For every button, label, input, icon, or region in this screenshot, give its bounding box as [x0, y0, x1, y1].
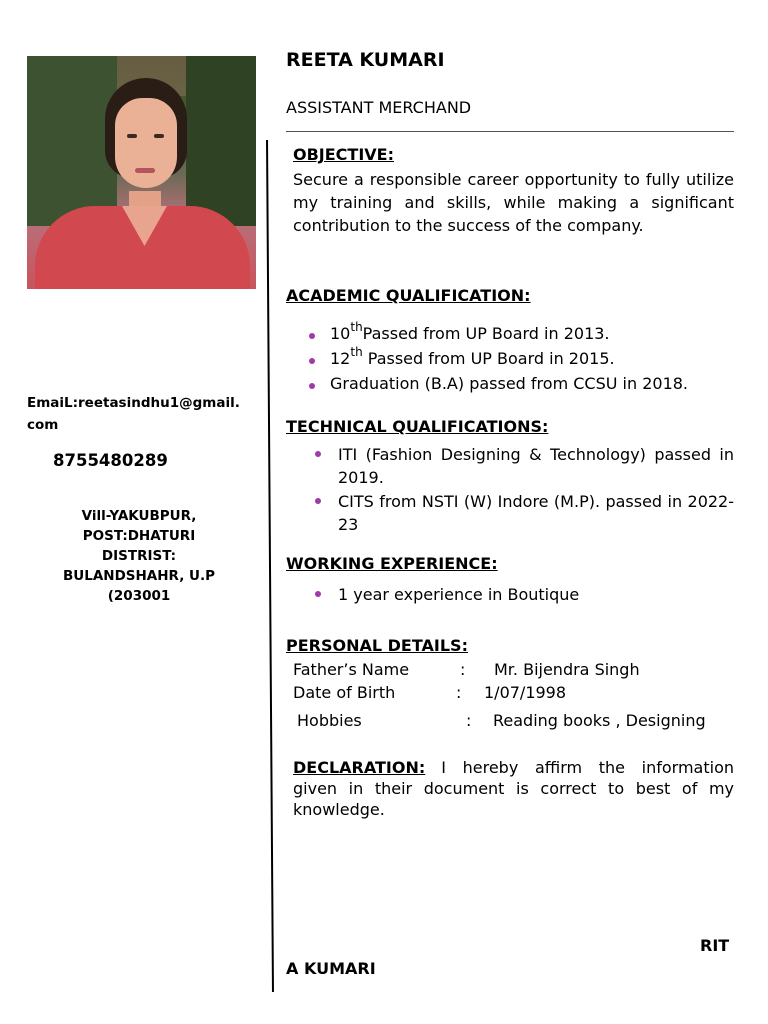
profile-photo: [27, 56, 256, 289]
academic-heading: ACADEMIC QUALIFICATION:: [286, 286, 531, 305]
detail-label: Date of Birth: [293, 683, 396, 702]
list-item: CITS from NSTI (W) Indore (M.P). passed in 2022-23: [314, 490, 734, 536]
experience-heading: WORKING EXPERIENCE:: [286, 554, 498, 573]
address-line: BULANDSHAHR, U.P: [62, 568, 216, 584]
list-item: Graduation (B.A) passed from CCSU in 2018.: [308, 372, 738, 395]
address-line: Vill-YAKUBPUR,: [81, 508, 197, 524]
technical-list: [314, 443, 734, 537]
list-item: ITI (Fashion Designing & Technology) passed in 2019.: [314, 443, 734, 489]
address-block: [35, 506, 243, 606]
header-divider: [286, 131, 734, 132]
vertical-divider: [266, 140, 274, 992]
objective-heading: OBJECTIVE:: [293, 145, 394, 164]
academic-list: [308, 322, 738, 397]
objective-text: Secure a responsible career opportunity to fully utilize my training and skills, while making a significant contribution to the success of the company.: [293, 170, 734, 235]
list-item: 10thPassed from UP Board in 2013.: [308, 322, 738, 345]
email-text: EmaiL:reetasindhu1@gmail.com: [27, 395, 240, 433]
declaration-heading: DECLARATION:: [293, 758, 426, 777]
signature-part-2: A KUMARI: [286, 959, 376, 978]
candidate-name: REETA KUMARI: [286, 49, 445, 71]
detail-label: Father’s Name: [293, 660, 410, 679]
address-line: DISTRIST:: [101, 548, 177, 564]
list-item: 12th Passed from UP Board in 2015.: [308, 347, 738, 370]
signature-part-1: RIT: [700, 936, 730, 955]
address-line: POST:DHATURI: [82, 528, 196, 544]
declaration-text: I hereby affirm the information given in their document is correct to best of my knowledge.: [293, 758, 734, 819]
detail-value: 1/07/1998: [484, 683, 567, 702]
detail-label: Hobbies: [297, 711, 362, 730]
experience-list: [314, 583, 734, 606]
detail-separator: :: [456, 683, 462, 702]
detail-value: Reading books , Designing: [493, 711, 706, 730]
personal-heading: PERSONAL DETAILS:: [286, 636, 468, 655]
technical-heading: TECHNICAL QUALIFICATIONS:: [286, 417, 549, 436]
detail-separator: :: [460, 660, 466, 679]
detail-separator: :: [466, 711, 472, 730]
declaration-block: [293, 757, 734, 820]
list-item: 1 year experience in Boutique: [314, 583, 734, 606]
candidate-role: ASSISTANT MERCHAND: [286, 98, 472, 117]
detail-value: Mr. Bijendra Singh: [494, 660, 640, 679]
address-line: (203001: [107, 588, 171, 604]
phone-number: 8755480289: [53, 451, 168, 470]
